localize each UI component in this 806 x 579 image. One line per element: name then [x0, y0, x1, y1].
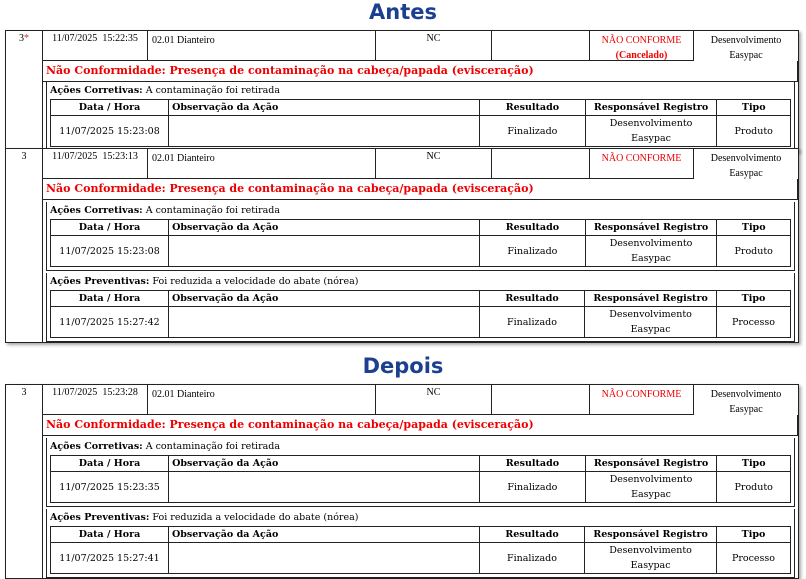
corrective-text: A contaminação foi retirada — [145, 85, 281, 96]
col-type: Tipo — [716, 291, 790, 307]
record-code: 02.01 Dianteiro — [148, 385, 376, 415]
table-header-row — [51, 527, 791, 543]
status-text: NÃO CONFORME — [601, 35, 682, 46]
nc-title: Não Conformidade: Presença de contaminação na cabeça/papada (evisceração) — [43, 61, 798, 82]
status-text: NÃO CONFORME — [601, 153, 682, 164]
col-obs: Observação da Ação — [169, 100, 480, 116]
record-number-value: 3 — [19, 33, 24, 44]
record-header — [6, 149, 798, 179]
record-header — [6, 31, 798, 61]
cell-result: Finalizado — [480, 472, 585, 503]
resp-line2: Easypac — [729, 404, 763, 415]
record-number: 3 — [21, 151, 27, 162]
record-empty-cell — [492, 31, 590, 61]
col-resp: Responsável Registro — [585, 456, 717, 472]
corrective-label: Ações Corretivas: — [50, 85, 143, 96]
record-datetime — [42, 31, 148, 61]
corrective-actions — [46, 82, 795, 151]
record-body — [42, 415, 798, 578]
record-datetime — [42, 149, 148, 179]
cell-type: Produto — [717, 236, 791, 267]
preventive-table — [50, 290, 791, 338]
record-body — [42, 179, 798, 342]
record-code: 02.01 Dianteiro — [148, 31, 376, 61]
record-header — [6, 385, 798, 415]
cell-obs — [169, 543, 480, 574]
col-result: Resultado — [480, 220, 585, 236]
table-row — [51, 236, 791, 267]
cell-resp: Desenvolvimento Easypac — [585, 116, 717, 147]
col-obs: Observação da Ação — [169, 291, 480, 307]
col-type: Tipo — [716, 527, 790, 543]
corrective-head — [47, 438, 794, 455]
record-date: 11/07/2025 — [52, 387, 98, 398]
record-nc: NC — [376, 31, 492, 61]
status-text: NÃO CONFORME — [601, 389, 682, 400]
corrective-table — [50, 99, 791, 147]
record-code: 02.01 Dianteiro — [148, 149, 376, 179]
record-date: 11/07/2025 — [52, 151, 98, 162]
col-resp: Responsável Registro — [585, 220, 717, 236]
record-responsible — [694, 149, 798, 179]
table-header-row — [51, 291, 791, 307]
cell-result: Finalizado — [480, 116, 585, 147]
cell-datetime: 11/07/2025 15:27:42 — [51, 307, 169, 338]
cell-datetime: 11/07/2025 15:23:08 — [51, 116, 169, 147]
table-row — [51, 307, 791, 338]
preventive-label: Ações Preventivas: — [50, 512, 150, 523]
col-date: Data / Hora — [51, 291, 169, 307]
asterisk-mark: * — [24, 33, 29, 44]
heading-depois: Depois — [362, 354, 444, 378]
record-date: 11/07/2025 — [52, 33, 98, 44]
cell-obs — [169, 116, 480, 147]
record-empty-cell — [492, 385, 590, 415]
record-responsible — [694, 31, 798, 61]
corrective-table — [50, 455, 791, 503]
preventive-text: Foi reduzida a velocidade do abate (nórea) — [152, 276, 359, 287]
table-header-row — [51, 100, 791, 116]
status-cancelled: (Cancelado) — [615, 50, 668, 61]
cell-datetime: 11/07/2025 15:23:08 — [51, 236, 169, 267]
heading-antes: Antes — [369, 0, 437, 24]
col-obs: Observação da Ação — [169, 220, 480, 236]
resp-line1: Desenvolvimento — [710, 389, 782, 400]
cell-resp: Desenvolvimento Easypac — [585, 472, 717, 503]
record-status — [590, 31, 694, 61]
preventive-actions — [46, 509, 795, 578]
col-resp: Responsável Registro — [585, 291, 717, 307]
corrective-actions — [46, 438, 795, 507]
col-type: Tipo — [717, 220, 791, 236]
record-time: 15:23:13 — [102, 151, 138, 162]
corrective-text: A contaminação foi retirada — [145, 441, 281, 452]
col-date: Data / Hora — [51, 100, 169, 116]
table-header-row — [51, 456, 791, 472]
resp-line1: Desenvolvimento — [710, 153, 782, 164]
cell-type: Processo — [716, 307, 790, 338]
cell-datetime: 11/07/2025 15:23:35 — [51, 472, 169, 503]
preventive-label: Ações Preventivas: — [50, 276, 150, 287]
table-row — [51, 472, 791, 503]
col-type: Tipo — [717, 100, 791, 116]
col-obs: Observação da Ação — [169, 456, 480, 472]
table-header-row — [51, 220, 791, 236]
resp-line2: Easypac — [729, 168, 763, 179]
resp-line1: Desenvolvimento — [710, 35, 782, 46]
cell-type: Produto — [717, 472, 791, 503]
record-empty-cell — [492, 149, 590, 179]
corrective-label: Ações Corretivas: — [50, 441, 143, 452]
nc-title: Não Conformidade: Presença de contaminação na cabeça/papada (evisceração) — [43, 179, 798, 200]
preventive-text: Foi reduzida a velocidade do abate (nórea) — [152, 512, 359, 523]
cell-type: Produto — [717, 116, 791, 147]
col-type: Tipo — [717, 456, 791, 472]
cell-resp: Desenvolvimento Easypac — [585, 307, 717, 338]
col-date: Data / Hora — [51, 456, 169, 472]
record-3 — [5, 384, 799, 579]
table-row — [51, 543, 791, 574]
corrective-head — [47, 202, 794, 219]
record-body — [42, 61, 798, 151]
col-resp: Responsável Registro — [585, 100, 717, 116]
cell-datetime: 11/07/2025 15:27:41 — [51, 543, 169, 574]
nc-title: Não Conformidade: Presença de contaminação na cabeça/papada (evisceração) — [43, 415, 798, 436]
col-resp: Responsável Registro — [585, 527, 717, 543]
corrective-actions — [46, 202, 795, 271]
preventive-actions — [46, 273, 795, 342]
preventive-table — [50, 526, 791, 574]
cell-resp: Desenvolvimento Easypac — [585, 236, 717, 267]
resp-line2: Easypac — [729, 50, 763, 61]
record-time: 15:23:28 — [102, 387, 138, 398]
corrective-head — [47, 82, 794, 99]
cell-obs — [169, 307, 480, 338]
col-obs: Observação da Ação — [169, 527, 480, 543]
col-date: Data / Hora — [51, 220, 169, 236]
cell-result: Finalizado — [479, 307, 584, 338]
corrective-text: A contaminação foi retirada — [145, 205, 281, 216]
record-number: 3 — [21, 387, 27, 398]
record-responsible — [694, 385, 798, 415]
cell-obs — [169, 236, 480, 267]
record-datetime — [42, 385, 148, 415]
record-nc: NC — [376, 149, 492, 179]
cell-obs — [169, 472, 480, 503]
record-1 — [5, 30, 799, 152]
record-status — [590, 385, 694, 415]
record-status — [590, 149, 694, 179]
col-result: Resultado — [479, 527, 584, 543]
corrective-label: Ações Corretivas: — [50, 205, 143, 216]
col-result: Resultado — [480, 100, 585, 116]
col-result: Resultado — [480, 456, 585, 472]
record-number — [6, 31, 42, 61]
record-2 — [5, 148, 799, 343]
cell-resp: Desenvolvimento Easypac — [585, 543, 717, 574]
preventive-head — [47, 509, 794, 526]
corrective-table — [50, 219, 791, 267]
col-result: Resultado — [479, 291, 584, 307]
cell-result: Finalizado — [479, 543, 584, 574]
cell-type: Processo — [716, 543, 790, 574]
preventive-head — [47, 273, 794, 290]
record-nc: NC — [376, 385, 492, 415]
table-row — [51, 116, 791, 147]
cell-result: Finalizado — [480, 236, 585, 267]
col-date: Data / Hora — [51, 527, 169, 543]
record-time: 15:22:35 — [102, 33, 138, 44]
